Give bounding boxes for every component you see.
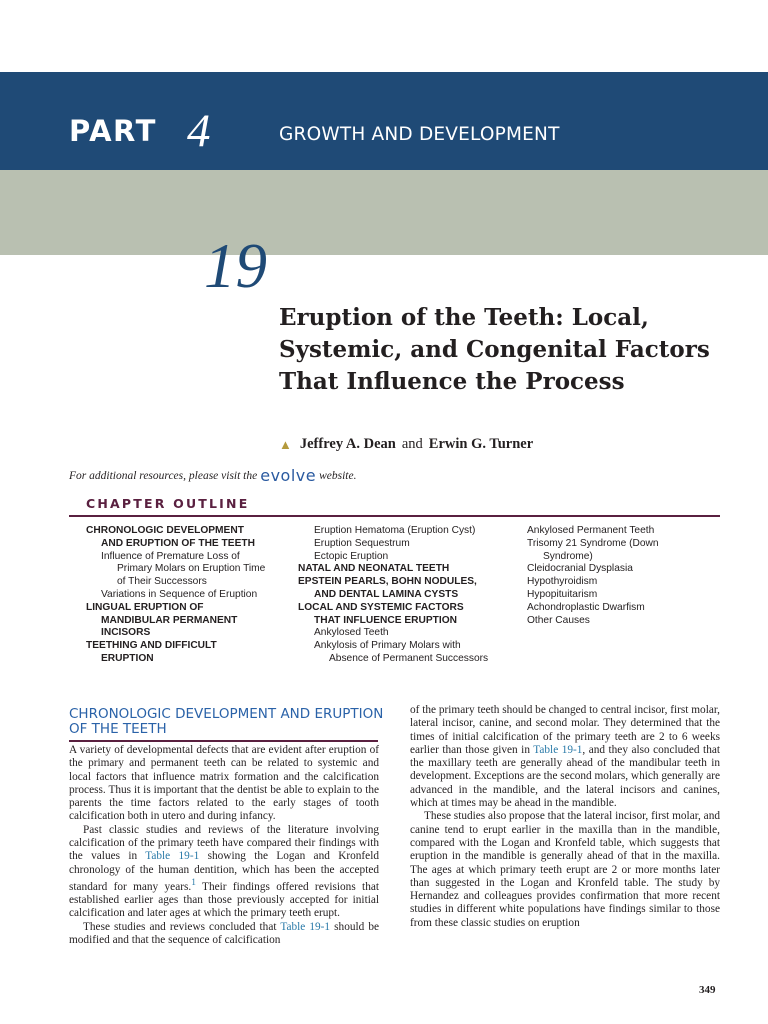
- text-run: , and they also concluded that the maxillary teeth are generally ahead of the mandibular teeth in development. Exceptions are the second molars, which generally are advanced in the mandible, and the lateral incisors and canines, which at times may be ahead in the mandible.: [410, 743, 720, 810]
- evolve-suffix: website.: [319, 469, 357, 482]
- outline-item: Trisomy 21 Syndrome (Down: [527, 537, 659, 549]
- chapter-label: CHAPTER: [69, 260, 169, 280]
- part-title: GROWTH AND DEVELOPMENT: [279, 124, 560, 145]
- triangle-bullet-icon: ▲: [279, 436, 292, 452]
- outline-divider: [69, 515, 720, 517]
- chapter-title: Eruption of the Teeth: Local, Systemic, and Congenital Factors That Influence the Process: [279, 304, 710, 395]
- outline-item: Cleidocranial Dysplasia: [527, 563, 633, 575]
- table-reference-link[interactable]: Table 19-1: [533, 743, 583, 756]
- body-column-right: [410, 704, 720, 930]
- outline-item: NATAL AND NEONATAL TEETH: [298, 563, 450, 575]
- paragraph: [69, 824, 379, 921]
- evolve-prefix: For additional resources, please visit the: [69, 469, 258, 482]
- outline-item: INCISORS: [101, 627, 151, 639]
- outline-item: Ectopic Eruption: [314, 550, 389, 562]
- author-1: Jeffrey A. Dean: [299, 436, 396, 452]
- outline-column-2: [298, 525, 513, 666]
- paragraph: [69, 921, 379, 948]
- text-run: These studies and reviews concluded that: [83, 920, 277, 933]
- outline-item: Variations in Sequence of Eruption: [101, 588, 258, 600]
- text-run: Past classic studies and reviews of the literature involving calcification of the primary teeth have compared their findings with the values in: [69, 823, 379, 863]
- footnote-reference[interactable]: 1: [191, 877, 196, 888]
- outline-item: Eruption Hematoma (Eruption Cyst): [314, 525, 476, 536]
- outline-item: TEETHING AND DIFFICULT: [86, 640, 217, 652]
- outline-item: Hypothyroidism: [527, 576, 598, 588]
- part-label: PART: [69, 114, 157, 148]
- part-number: 4: [187, 105, 211, 157]
- outline-item: Ankylosed Permanent Teeth: [527, 525, 655, 536]
- chapter-band: [0, 170, 768, 255]
- outline-item: EPSTEIN PEARLS, BOHN NODULES,: [298, 576, 477, 588]
- outline-item: MANDIBULAR PERMANENT: [101, 614, 238, 626]
- paragraph: These studies also propose that the lateral incisor, first molar, and canine tend to erupt earlier in the maxilla than in the mandible, compared with the Logan and Kronfeld table, which suggests that eruption in the mandible is generally ahead of that in the maxilla. The ages at which primary teeth erupt are 2 or more months later than suggested in the Logan and Kronfeld table. The study by Hernandez and colleagues provides confirmation that more recent studies in different white populations have findings similar to those from these classic studies on eruption: [410, 810, 720, 929]
- outline-item: Ankylosed Teeth: [314, 627, 389, 639]
- chapter-outline-heading: CHAPTER OUTLINE: [86, 496, 250, 511]
- outline-item: Other Causes: [527, 614, 590, 626]
- text-run: of the primary teeth should be changed to central incisor, first molar, lateral incisor, canine, and second molar. They determined that the times of initial calcification of the primary teeth are 2 to 6 weeks earlier than those given in: [410, 704, 720, 756]
- outline-item: Eruption Sequestrum: [314, 537, 410, 549]
- outline-column-1: [86, 525, 296, 666]
- outline-item: ERUPTION: [101, 652, 154, 664]
- evolve-logo[interactable]: evolve: [260, 466, 317, 485]
- outline-item: Achondroplastic Dwarfism: [527, 601, 645, 613]
- outline-item: Hypopituitarism: [527, 588, 598, 600]
- outline-item: LOCAL AND SYSTEMIC FACTORS: [298, 601, 464, 613]
- outline-column-3: [527, 525, 727, 627]
- table-reference-link[interactable]: Table 19-1: [145, 850, 200, 863]
- section-divider: [69, 740, 378, 742]
- author-2: Erwin G. Turner: [428, 436, 534, 452]
- outline-item: CHRONOLOGIC DEVELOPMENT: [86, 525, 244, 536]
- section-heading: CHRONOLOGIC DEVELOPMENT AND ERUPTION OF THE TEETH: [69, 706, 384, 737]
- paragraph: [410, 704, 720, 810]
- outline-item: LINGUAL ERUPTION OF: [86, 601, 204, 613]
- outline-item: Ankylosis of Primary Molars with: [314, 640, 461, 652]
- outline-item: AND ERUPTION OF THE TEETH: [101, 537, 255, 549]
- outline-item: of Their Successors: [117, 576, 207, 588]
- table-reference-link[interactable]: Table 19-1: [280, 920, 331, 933]
- author-line: [279, 436, 533, 453]
- text-run: Their findings offered revisions that established earlier ages than those previously accepted for initial calcification and later ages at which the primary teeth erupt.: [69, 880, 379, 920]
- page-number: 349: [699, 984, 716, 996]
- outline-item: Influence of Premature Loss of: [101, 550, 240, 562]
- author-joiner: and: [401, 436, 423, 452]
- chapter-number: 19: [204, 231, 267, 301]
- outline-item: Syndrome): [543, 550, 593, 562]
- text-run: showing the Logan and Kronfeld chronology of the human dentition, which has been the accepted standard for many years.: [69, 850, 379, 893]
- text-run: should be modified and that the sequence of calcification: [69, 920, 380, 946]
- outline-item: Primary Molars on Eruption Time: [117, 563, 266, 575]
- outline-item: AND DENTAL LAMINA CYSTS: [314, 588, 459, 600]
- paragraph: A variety of developmental defects that are evident after eruption of the primary and permanent teeth can be related to systemic and local factors that influence matrix formation and the calcification process. Thus it is important that the dentist be able to explain to the parents the time factors related to the early stages of tooth calcification both in utero and during infancy.: [69, 744, 379, 823]
- body-column-left: [69, 744, 379, 947]
- outline-item: Absence of Permanent Successors: [329, 652, 489, 664]
- evolve-resources-line: [69, 466, 356, 485]
- outline-item: THAT INFLUENCE ERUPTION: [314, 614, 457, 626]
